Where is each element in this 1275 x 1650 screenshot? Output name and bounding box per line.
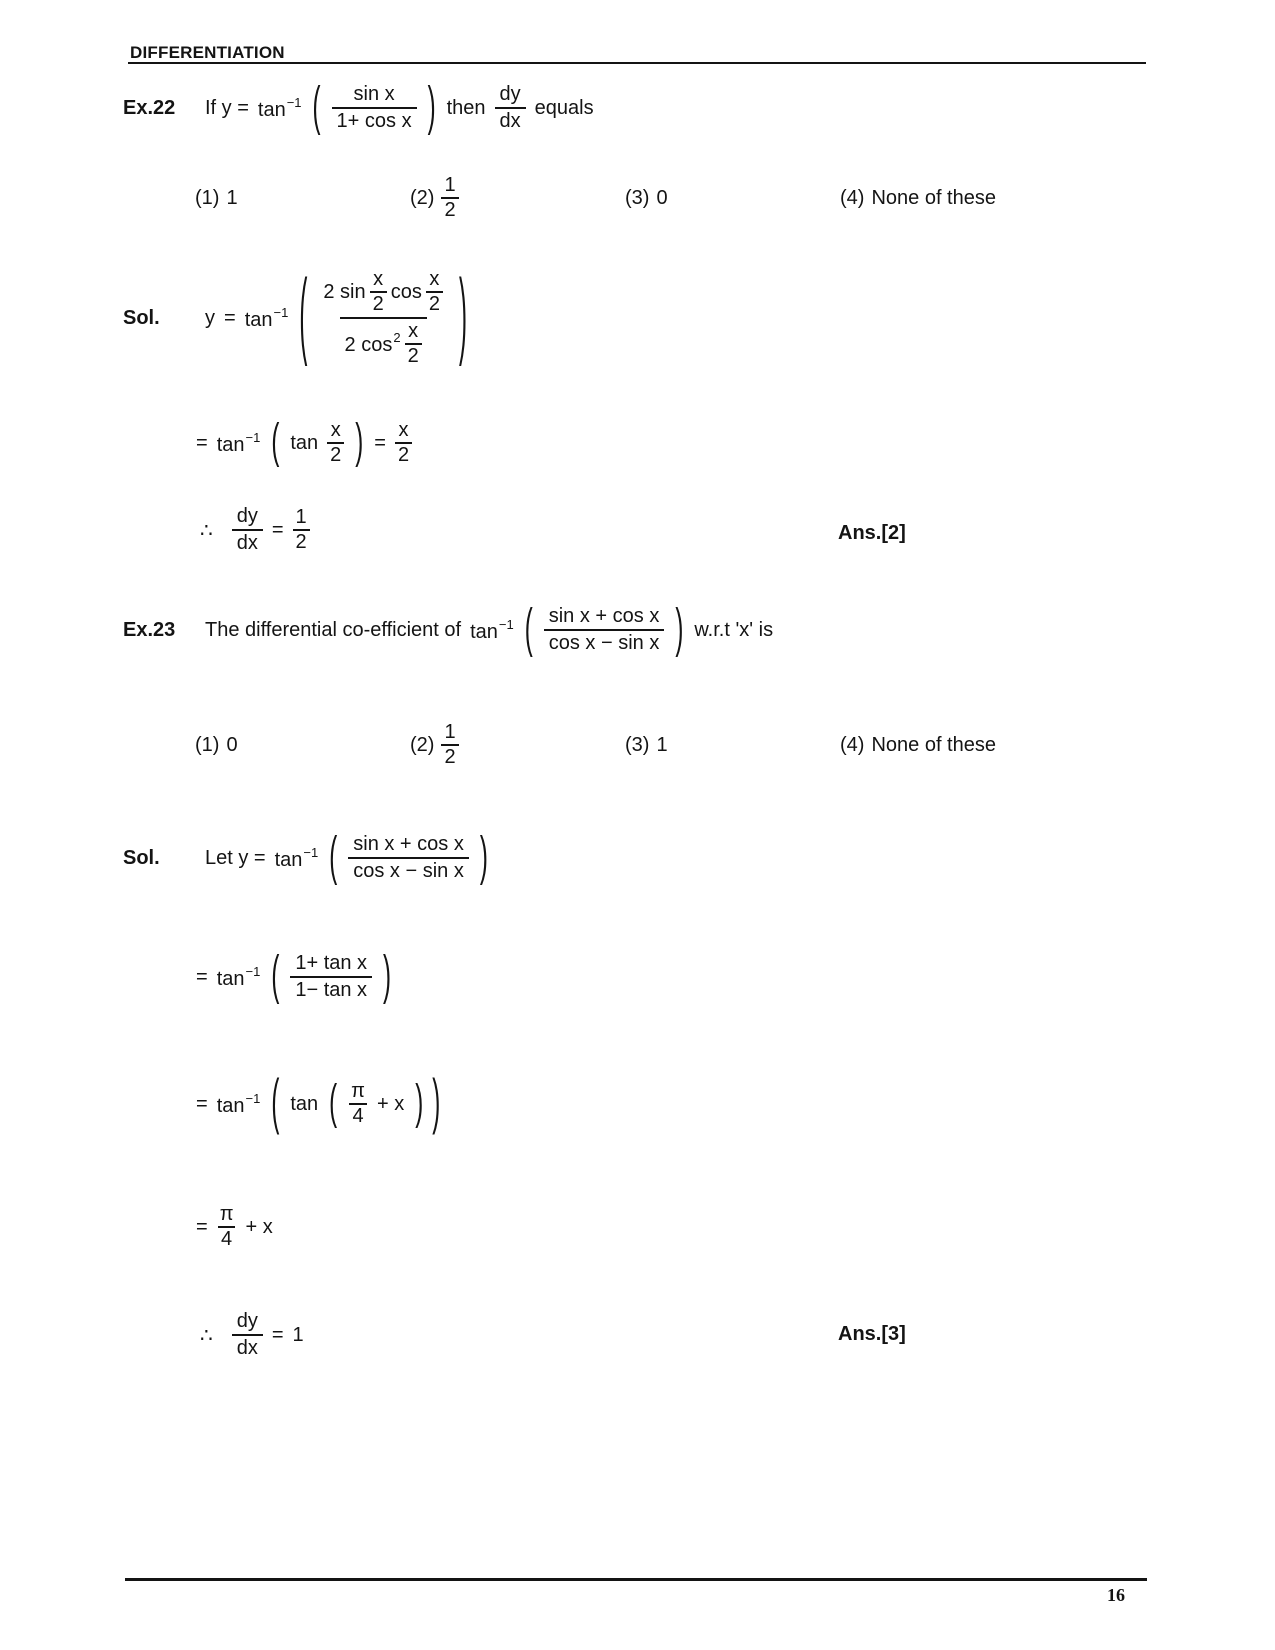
ex22-solution-step-1 xyxy=(123,255,469,381)
tan-word: tan xyxy=(290,1092,319,1115)
ex22-option-1: (1) 1 xyxy=(195,186,238,209)
one-half-fraction: $\frac{1}{2}$ xyxy=(293,506,310,554)
tan-inverse: $\tan^{-1}$ xyxy=(244,304,289,331)
right-paren: ) xyxy=(427,76,436,138)
ex23-answer: Ans.[3] xyxy=(838,1323,906,1345)
pi-over-4: $\frac{\pi}{4}$ xyxy=(219,1203,234,1250)
sol22-big-fraction: 2 sin $\frac{x}{2}$ cos $\frac{x}{2}$ 2 $\cos^2$ $\frac{x}{2}$ xyxy=(318,267,448,369)
left-paren: ( xyxy=(329,1076,338,1130)
ex23-solution-step-1 xyxy=(123,820,490,896)
tan-inverse: $\tan^{-1}$ xyxy=(470,616,514,643)
header-rule xyxy=(128,62,1146,64)
equals-sign: = xyxy=(196,431,208,454)
tan-inverse: $\tan^{-1}$ xyxy=(257,94,302,121)
ex22-options xyxy=(195,163,996,233)
ex22-option-2-fraction: $\frac{1}{2}$ xyxy=(441,174,458,222)
equals-sign: = xyxy=(196,1215,208,1238)
ex22-label: Ex.22 xyxy=(123,96,176,119)
ex22-equals-word: equals xyxy=(534,96,594,119)
dydx-fraction: $\frac{dy}{dx}$ xyxy=(232,1309,263,1361)
sol23-tan-fraction: $\frac{\text{1+ tan x}}{\text{1− tan x}}$ xyxy=(290,951,372,1003)
ex23-question xyxy=(123,592,773,668)
equals-sign: = xyxy=(224,306,236,329)
left-paren: ( xyxy=(299,262,308,370)
sol23-label: Sol. xyxy=(123,846,160,869)
ex22-intro: If y = xyxy=(205,96,249,119)
left-paren: ( xyxy=(271,945,280,1007)
plus-x: + x xyxy=(245,1215,273,1238)
ex23-option-2: (2) $\frac{1}{2}$ xyxy=(410,721,625,769)
equals-sign: = xyxy=(196,1092,208,1115)
ex23-fraction: $\frac{\text{sin x + cos x}}{\text{cos x − sin x}}$ xyxy=(544,604,665,656)
ex23-option-1: (1) 0 xyxy=(195,733,238,756)
ex23-solution-step-2 xyxy=(196,939,393,1015)
x-over-2: $\frac{x}{2}$ xyxy=(327,419,344,467)
footer-rule xyxy=(125,1578,1147,1581)
therefore-sign: ∴ xyxy=(200,519,213,542)
tan-inverse: $\tan^{-1}$ xyxy=(216,429,261,456)
page-title: DIFFERENTIATION xyxy=(130,43,285,62)
x-over-2: $\frac{x}{2}$ xyxy=(370,268,387,316)
tan-inverse: $\tan^{-1}$ xyxy=(274,844,319,871)
equals-sign: = xyxy=(271,1323,284,1346)
page-number: 16 xyxy=(1107,1585,1125,1605)
ex23-label: Ex.23 xyxy=(123,618,176,641)
var-y: y xyxy=(205,306,215,329)
ex23-option-4: (4) None of these xyxy=(840,733,996,756)
right-paren: ) xyxy=(458,262,467,370)
pi-over-4: $\frac{\pi}{4}$ xyxy=(351,1080,365,1127)
left-paren: ( xyxy=(329,826,338,888)
x-over-2: $\frac{x}{2}$ xyxy=(395,419,412,467)
equals-sign: = xyxy=(374,431,386,454)
sol23-fraction: $\frac{\text{sin x + cos x}}{\text{cos x − sin x}}$ xyxy=(348,832,469,884)
ex22-then: then xyxy=(446,96,486,119)
right-paren: ) xyxy=(432,1068,441,1138)
equals-sign: = xyxy=(196,965,208,988)
plus-x: + x xyxy=(376,1092,405,1115)
ex22-option-4: (4) None of these xyxy=(840,186,996,209)
left-paren: ( xyxy=(312,76,321,138)
value-one: 1 xyxy=(292,1323,304,1346)
left-paren: ( xyxy=(524,598,533,660)
ex22-solution-step-2 xyxy=(196,403,412,483)
x-over-2: $\frac{x}{2}$ xyxy=(426,268,443,316)
ex23-solution-step-4 xyxy=(196,1192,273,1262)
sol23-intro: Let y = xyxy=(205,846,266,869)
ex22-question xyxy=(123,72,594,144)
right-paren: ) xyxy=(383,945,392,1007)
left-paren: ( xyxy=(271,415,280,469)
ex23-solution-step-3 xyxy=(196,1066,442,1142)
ex23-solution-step-5 xyxy=(200,1303,304,1367)
sol22-label: Sol. xyxy=(123,306,160,329)
left-paren: ( xyxy=(271,1068,280,1138)
ex23-intro: The differential co-efficient of xyxy=(205,618,462,641)
tan-word: tan xyxy=(290,431,319,454)
ex22-solution-step-3 xyxy=(200,498,310,562)
tan-inverse: $\tan^{-1}$ xyxy=(216,1090,261,1117)
equals-sign: = xyxy=(271,518,284,541)
ex23-option-2-fraction: $\frac{1}{2}$ xyxy=(441,721,458,769)
x-over-2: $\frac{x}{2}$ xyxy=(405,320,422,368)
ex22-answer: Ans.[2] xyxy=(838,522,906,544)
ex22-fraction: $\frac{\text{sin x}}{\text{1+ cos x}}$ xyxy=(332,82,417,134)
ex23-option-3: (3) 1 xyxy=(625,733,668,756)
right-paren: ) xyxy=(479,826,488,888)
ex22-option-3: (3) 0 xyxy=(625,186,668,209)
tan-inverse: $\tan^{-1}$ xyxy=(216,963,261,990)
ex23-suffix: w.r.t 'x' is xyxy=(694,618,774,641)
right-paren: ) xyxy=(415,1076,424,1130)
ex23-options xyxy=(195,710,996,780)
right-paren: ) xyxy=(355,415,364,469)
dydx-fraction: $\frac{dy}{dx}$ xyxy=(232,504,263,556)
right-paren: ) xyxy=(675,598,684,660)
therefore-sign: ∴ xyxy=(200,1324,213,1347)
ex22-option-2: (2) $\frac{1}{2}$ xyxy=(410,174,625,222)
dydx-fraction: $\frac{dy}{dx}$ xyxy=(495,82,526,134)
